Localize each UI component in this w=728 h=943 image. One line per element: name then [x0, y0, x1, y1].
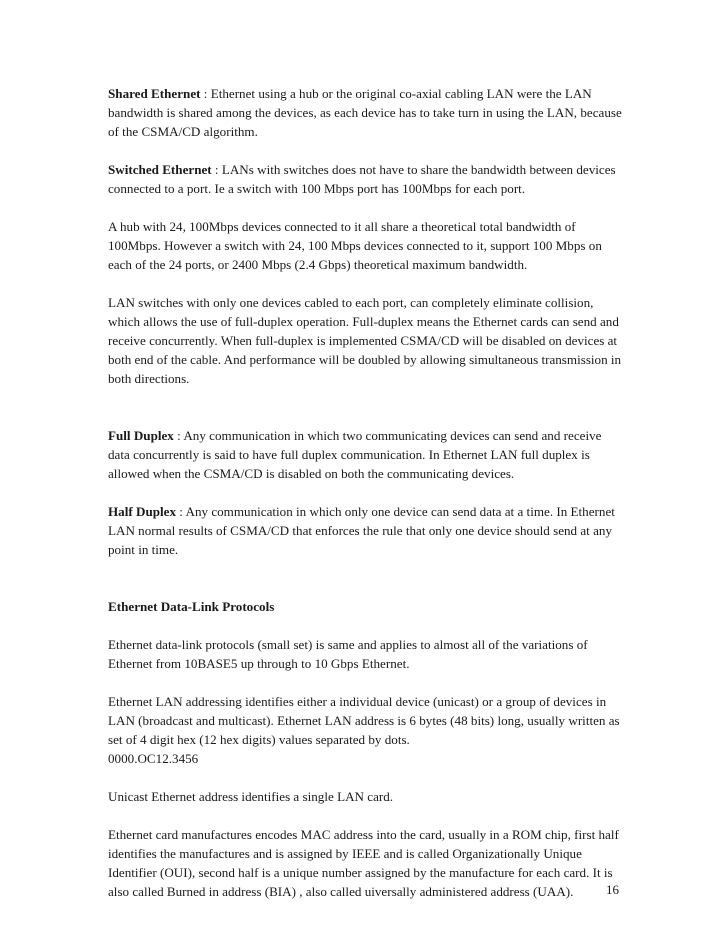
paragraph-half-duplex	[108, 502, 624, 559]
paragraph-shared-ethernet	[108, 84, 624, 141]
heading-text: Ethernet Data-Link Protocols	[108, 599, 275, 614]
paragraph-mac-address: Ethernet card manufactures encodes MAC address into the card, usually in a ROM chip, first half identifies the manufactures and is assigned by IEEE and is called Organizationally Unique Identifier (OUI), second half is a unique number assigned by the manufacture for each card. It is also called Burned in address (BIA) , also called uiversally administered address (UAA).	[108, 827, 619, 899]
term-half-duplex: Half Duplex	[108, 504, 177, 519]
section-heading	[108, 597, 624, 616]
paragraph-full-duplex	[108, 426, 624, 483]
term-full-duplex: Full Duplex	[108, 428, 174, 443]
page-number: 16	[606, 882, 619, 897]
paragraph-text: : LANs with switches does not have to share the bandwidth between devices connected to a port. Ie a switch with 100 Mbps port has 100Mbps for each port.	[108, 162, 616, 196]
paragraph-text: : Ethernet using a hub or the original co-axial cabling LAN were the LAN bandwidth is shared among the devices, as each device has to take turn in using the LAN, because of the CSMA/CD algorithm.	[108, 86, 622, 139]
paragraph-text: : Any communication in which two communicating devices can send and receive data concurrently is said to have full duplex communication. In Ethernet LAN full duplex is allowed when the CSMA/CD is disabled on both the communicating devices.	[108, 428, 602, 481]
paragraph-lan-switches: LAN switches with only one devices cabled to each port, can completely eliminate collision, which allows the use of full-duplex operation. Full-duplex means the Ethernet cards can send and receive concurrently. When full-duplex is implemented CSMA/CD will be disabled on devices at both end of the cable. And performance will be doubled by allowing simultaneous transmission in both directions.	[108, 295, 622, 386]
paragraph-unicast: Unicast Ethernet address identifies a single LAN card.	[108, 789, 394, 804]
term-shared-ethernet: Shared Ethernet	[108, 86, 201, 101]
paragraph-switched-ethernet	[108, 160, 624, 198]
term-switched-ethernet: Switched Ethernet	[108, 162, 212, 177]
paragraph-text: Ethernet LAN addressing identifies either a individual device (unicast) or a group of devices in LAN (broadcast and multicast). Ethernet LAN address is 6 bytes (48 bits) long, usually written as set of 4 digit hex (12 hex digits) values separated by dots.	[108, 694, 620, 747]
paragraph-text: : Any communication in which only one device can send data at a time. In Ethernet LAN normal results of CSMA/CD that enforces the rule that only one device should send at any point in time.	[108, 504, 615, 557]
document-body	[108, 84, 624, 901]
address-example: 0000.OC12.3456	[108, 751, 199, 766]
paragraph-hub-bandwidth: A hub with 24, 100Mbps devices connected to it all share a theoretical total bandwidth of 100Mbps. However a switch with 24, 100 Mbps devices connected to it, support 100 Mbps on each of the 24 ports, or 2400 Mbps (2.4 Gbps) theoretical maximum bandwidth.	[108, 219, 602, 272]
paragraph-lan-addressing	[108, 692, 624, 768]
paragraph-data-link-protocols: Ethernet data-link protocols (small set) is same and applies to almost all of the variations of Ethernet from 10BASE5 up through to 10 Gbps Ethernet.	[108, 637, 588, 671]
